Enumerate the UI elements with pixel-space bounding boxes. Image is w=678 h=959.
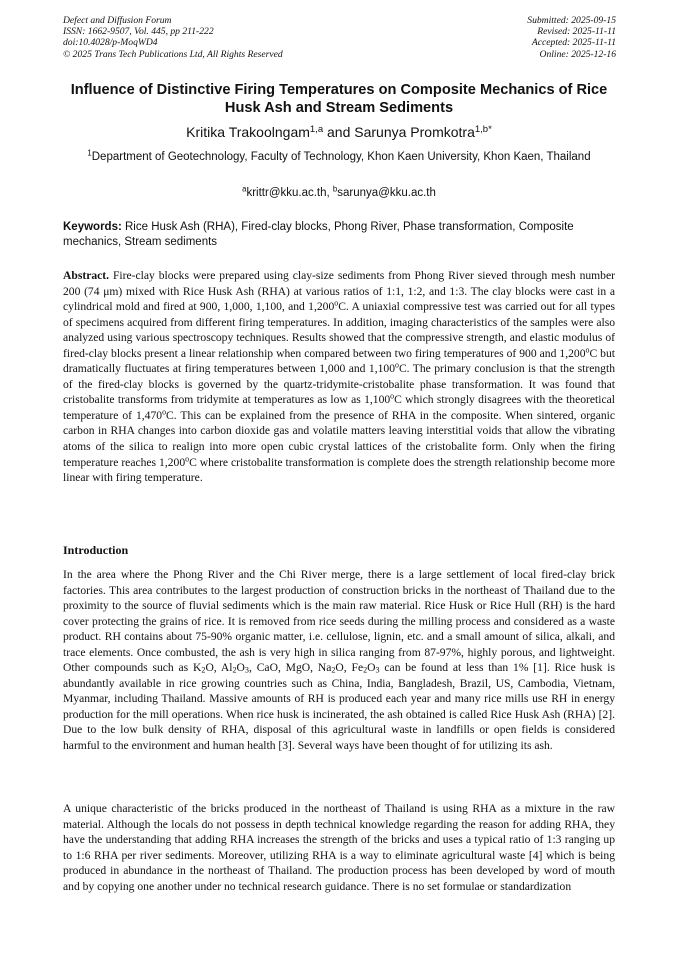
online-date: Online: 2025-12-16 [539,48,616,60]
abstract-text: C which strongly disagrees with the theoretical temperature of 1,470 [63,393,616,422]
degree-sign: o [162,407,167,417]
affiliation [80,149,598,165]
degree-sign: o [390,392,395,402]
author-2-marker: 1,b* [474,123,492,135]
body-text: O [236,661,245,675]
degree-sign: o [585,345,590,355]
author-line [60,124,618,141]
body-text: In the area where the Phong River and the Chi River merge, there is a large settlement of local fired-clay brick factories. This area contributes to the largest production of construction bricks in the northeast of Thailand due to the proximity to the source of fluvial sediments which is the main raw material. Rice Husk or Rice Hull (RH) is the hard cover protecting the grains of rice. It is removed from rice seeds during the milling process and considered as a waste product. RH contains about 75-90% organic matter, i.e. cellulose, lignin, etc. and a small amount of silica, alkali, and trace elements. Once combusted, the ash is very high in silica ranging from 87-97%, highly porous, and lightweight. Other compounds such as K [63,568,615,675]
introduction-paragraph-2: A unique characteristic of the bricks produced in the northeast of Thailand is using RHA as a mixture in the raw material. Although the locals do not possess in depth technical knowledge regarding the reason for adding RHA, they have the understanding that adding RHA increases the strength of the bricks and uses a typical ratio of 1:3 ranging up to 1:6 RHA per river sediments. Moreover, utilizing RHA is a way to eliminate agricultural waste [4] which is being produced in abundance in the northeast of Thailand. The production process has been developed by word of mouth and by copying one another under no technical research guidance. There is no set formulae or standardization [63,802,615,893]
publication-dates [527,15,616,60]
keywords-text: Rice Husk Ash (RHA), Fired-clay blocks, Phong River, Phase transformation, Composite mechanics, Stream sediments [63,221,574,248]
abstract-text: Fire-clay blocks were prepared using clay-size sediments from Phong River sieved through mesh number 200 (74 μm) mixed with Rice Husk Ash (RHA) at various ratios of 1:1, 1:2, and 1:3. The clay blocks were cast in a cylindrical mold and fired at 900, 1,000, 1,100, and 1,200 [63,269,615,314]
affiliation-text: Department of Geotechnology, Faculty of Technology, Khon Kaen University, Khon Kaen, Thailand [91,151,591,163]
copyright: © 2025 Trans Tech Publications Ltd, All Rights Reserved [63,48,283,60]
body-text: O [367,661,376,675]
introduction-paragraph-1 [63,567,615,754]
abstract-text: C. A uniaxial compressive test was carried out for all types of specimens acquired from different firing temperatures. In addition, imaging characteristics of the samples were also analyzed using various spectroscopy techniques. Results showed that the compressive strength, and elastic modulus of fired-clay blocks present a linear relationship when compared between two firing temperatures of 900 and 1,200 [63,300,615,360]
email-b: sarunya@kku.ac.th [337,187,436,199]
author-1: Kritika Trakoolngam [186,124,310,140]
subscript: 2 [232,665,237,675]
subscript: 2 [201,665,206,675]
affiliation-marker: 1 [87,148,92,158]
subscript: 3 [375,665,380,675]
body-text: O, Al [205,661,233,675]
body-text: , CaO, MgO, Na [248,661,332,675]
abstract-label: Abstract. [63,269,110,282]
keywords-label: Keywords: [63,221,122,233]
paper-title: Influence of Distinctive Firing Temperatures on Composite Mechanics of Rice Husk Ash and Stream Sediments [70,82,608,116]
degree-sign: o [395,360,399,370]
subscript: 2 [331,665,336,675]
section-heading-introduction: Introduction [63,543,129,557]
submitted-date: Submitted: 2025-09-15 [527,15,616,26]
email-a-marker: a [242,184,247,194]
issn-volume: ISSN: 1662-9507, Vol. 445, pp 211-222 [63,26,214,38]
subscript: 3 [244,665,249,675]
email-a: krittr@kku.ac.th [246,187,327,199]
degree-sign: o [185,454,190,464]
author-1-marker: 1,a [309,123,324,135]
author-2: Sarunya Promkotra [354,124,475,140]
journal-name: Defect and Diffusion Forum [63,15,172,26]
abstract-text: C where cristobalite transformation is complete does the strength relationship become more linear with firing temperature. [63,455,615,485]
email-b-marker: b [332,184,338,194]
abstract-text: C but dramatically fluctuates at firing temperatures between 1,000 and 1,100 [63,346,615,376]
abstract [63,268,615,486]
author-emails [60,186,618,200]
degree-sign: o [334,298,339,308]
journal-info [63,15,283,60]
keywords [63,220,615,250]
accepted-date: Accepted: 2025-11-11 [531,37,616,49]
body-text: O, Fe [335,661,364,675]
abstract-text: C. This can be explained from the presence of RHA in the composite. When sintered, organic carbon in RHA changes into carbon dioxide gas and volatile matters leaving interstitial voids that allow the vibrating atoms of the silica to realign into more open cubic crystal lattices of the cristobalite form. Only when the firing temperature reaches 1,200 [63,408,615,469]
author-conjunction: and [323,124,355,140]
abstract-text: C. The primary conclusion is that the strength of the fired-clay blocks is governed by the quartz-tridymite-cristobalite phase transformation. It was found that cristobalite transforms from tridymite at temperatures as low as 1,100 [63,362,615,407]
doi: doi:10.4028/p-MoqWD4 [63,37,158,49]
body-text: can be found at less than 1% [1]. Rice husk is abundantly available in rice growing countries such as China, India, Bangladesh, Brazil, US, Cambodia, Vietnam, Myanmar, including Thailand. Massive amounts of RH is produced each year and many rice mills use RH in energy production for the mill operations. When rice husk is incinerated, the ash obtained is called Rice Husk Ash (RHA) [2]. Due to the low bulk density of RHA, disposal of this agricultural waste in landfills or open fields is considered harmful to the environment and human health [3]. Several ways have been thought of for utilizing its ash. [63,661,616,753]
revised-date: Revised: 2025-11-11 [537,26,616,38]
subscript: 2 [363,665,368,675]
email-separator: , [326,187,333,199]
